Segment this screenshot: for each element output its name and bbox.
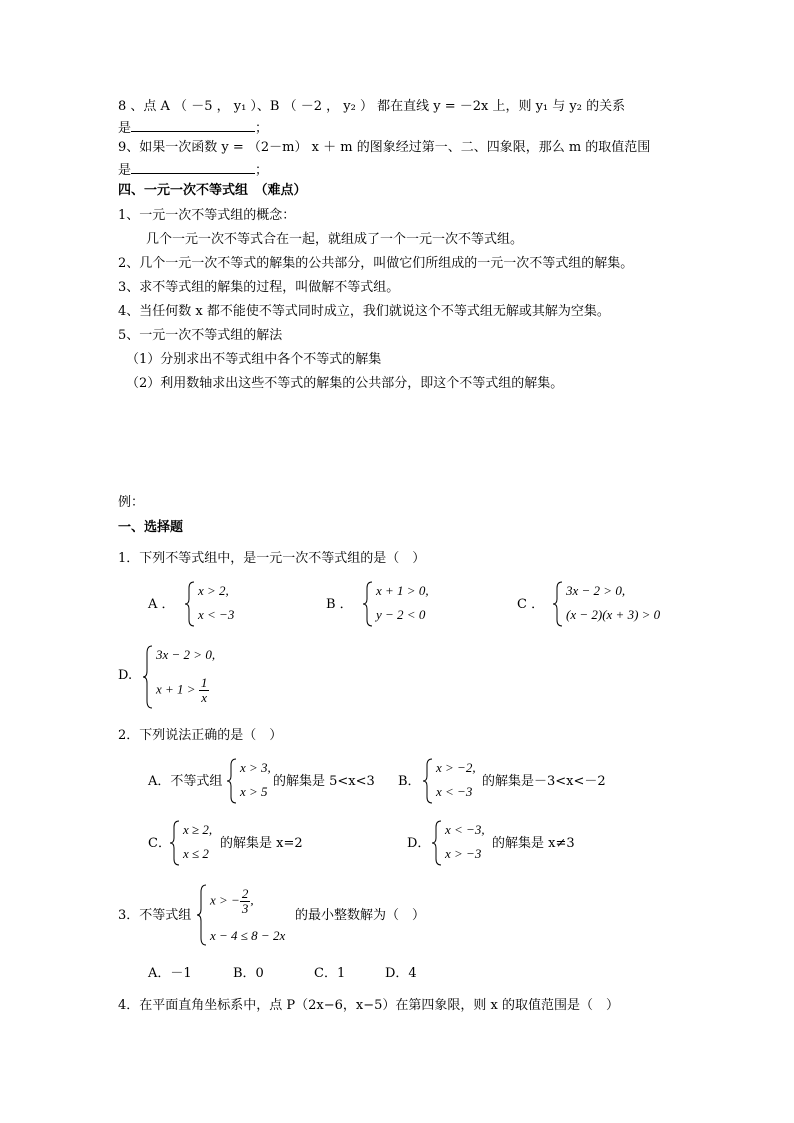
section4-point1-detail: 几个一元一次不等式合在一起，就组成了一个一元一次不等式组。 — [146, 232, 524, 247]
q1-stem: 1．下列不等式组中，是一元一次不等式组的是（ ） — [118, 551, 426, 566]
q2-a-ineq2: x > 5 — [240, 784, 268, 799]
q3-option-a[interactable]: A．－1 — [148, 966, 192, 981]
q1-d-ineq1: 3x − 2 > 0, — [156, 647, 216, 662]
q3-ineq1-prefix: x > − — [210, 892, 240, 908]
q2-option-a-tail: 的解集是 5<x<3 — [273, 774, 375, 789]
q2-d-ineq2: x > −3 — [445, 846, 482, 861]
q3-ineq1-suffix: , — [250, 892, 254, 908]
section4-point5: 5、一元一次不等式组的解法 — [118, 328, 283, 343]
section4-point5-step2: （2）利用数轴求出这些不等式的解集的公共部分，即这个不等式组的解集。 — [126, 376, 564, 391]
q4-stem: 4．在平面直角坐标系中，点 P（2x−6，x−5）在第四象限，则 x 的取值范围是（ ） — [118, 998, 620, 1013]
q1-option-d-label[interactable]: D. — [118, 668, 133, 683]
q2-option-b-tail: 的解集是－3<x<－2 — [482, 774, 606, 789]
q1-option-c-label[interactable]: C ． — [517, 597, 545, 612]
q9-suffix: ； — [255, 163, 269, 178]
q3-stem-suffix: 的最小整数解为（ ） — [295, 908, 426, 923]
examples-label: 例： — [118, 495, 145, 510]
left-brace-icon — [169, 819, 181, 867]
q1-a-ineq2: x < −3 — [198, 607, 235, 622]
q2-d-ineq1: x < −3, — [445, 822, 485, 837]
q1-option-a-label[interactable]: A ． — [148, 597, 175, 612]
q1-d-fraction-numerator: 1 — [200, 675, 208, 690]
q8-line2 — [118, 118, 268, 138]
q2-option-d-tail: 的解集是 x≠3 — [492, 836, 575, 851]
q2-option-b-label[interactable]: B． — [398, 774, 421, 789]
q1-b-ineq1: x + 1 > 0, — [376, 583, 429, 598]
q9-prefix: 是 — [118, 163, 132, 178]
left-brace-icon — [552, 580, 564, 628]
q3-option-c[interactable]: C．1 — [314, 966, 346, 981]
section4-point1: 1、一元一次不等式组的概念： — [118, 208, 296, 223]
q2-b-ineq2: x < −3 — [436, 784, 473, 799]
q1-a-ineq1: x > 2, — [198, 583, 229, 598]
q3-fraction — [240, 886, 254, 916]
q8-line1: 8 、点 A （ －5 ， y₁ ）、B （ －2 ， y₂ ） 都在直线 y = －2x 上，则 y₁ 与 y₂ 的关系 — [118, 99, 626, 114]
q3-fraction-denominator: 3 — [241, 901, 249, 916]
q8-suffix: ； — [255, 121, 269, 136]
q2-a-ineq1: x > 3, — [240, 760, 271, 775]
q3-option-b[interactable]: B．0 — [233, 966, 264, 981]
q3-stem-prefix: 3．不等式组 — [118, 908, 192, 923]
q3-ineq1 — [210, 887, 254, 916]
left-brace-icon — [142, 644, 154, 710]
q3-option-d[interactable]: D．4 — [385, 966, 417, 981]
left-brace-icon — [196, 883, 208, 947]
section4-point3: 3、求不等式组的解集的过程，叫做解不等式组。 — [118, 280, 400, 295]
section4-heading: 四、一元一次不等式组 （难点） — [118, 183, 307, 198]
q2-option-d-label[interactable]: D． — [407, 836, 431, 851]
left-brace-icon — [422, 757, 434, 805]
q2-stem: 2．下列说法正确的是（ ） — [118, 728, 283, 743]
left-brace-icon — [362, 580, 374, 628]
q1-d-fraction-denominator: x — [201, 690, 207, 705]
q2-c-ineq2: x ≤ 2 — [183, 846, 209, 861]
q8-prefix: 是 — [118, 121, 132, 136]
left-brace-icon — [431, 819, 443, 867]
q3-fraction-numerator: 2 — [241, 886, 249, 901]
q1-option-b-label[interactable]: B ． — [326, 597, 353, 612]
q2-option-c-label[interactable]: C． — [148, 836, 171, 851]
q2-b-ineq1: x > −2, — [436, 760, 476, 775]
left-brace-icon — [184, 580, 196, 628]
q1-c-ineq1: 3x − 2 > 0, — [566, 583, 626, 598]
section4-point5-step1: （1）分别求出不等式组中各个不等式的解集 — [126, 352, 382, 367]
q1-d-fraction — [199, 676, 210, 705]
q1-b-ineq2: y − 2 < 0 — [376, 607, 426, 622]
q2-c-ineq1: x ≥ 2, — [183, 822, 213, 837]
section4-point2: 2、几个一元一次不等式的解集的公共部分，叫做它们所组成的一元一次不等式组的解集。 — [118, 256, 634, 271]
q1-d-ineq2-prefix: x + 1 > — [156, 681, 196, 697]
q9-answer-blank[interactable] — [131, 160, 255, 174]
left-brace-icon — [226, 757, 238, 805]
q9-line2 — [118, 160, 268, 180]
q3-ineq2: x − 4 ≤ 8 − 2x — [210, 928, 286, 943]
q2-option-c-tail: 的解集是 x=2 — [220, 836, 303, 851]
q1-c-ineq2: (x − 2)(x + 3) > 0 — [566, 607, 661, 622]
q1-d-ineq2 — [156, 676, 209, 705]
q8-answer-blank[interactable] — [131, 118, 255, 132]
examples-heading: 一、选择题 — [118, 520, 184, 535]
section4-point4: 4、当任何数 x 都不能使不等式同时成立，我们就说这个不等式组无解或其解为空集。 — [118, 304, 610, 319]
q9-line1: 9、如果一次函数 y = （2－m） x ＋ m 的图象经过第一、二、四象限，那么 m 的取值范围 — [118, 140, 651, 155]
q2-option-a-label[interactable]: A．不等式组 — [148, 774, 223, 789]
